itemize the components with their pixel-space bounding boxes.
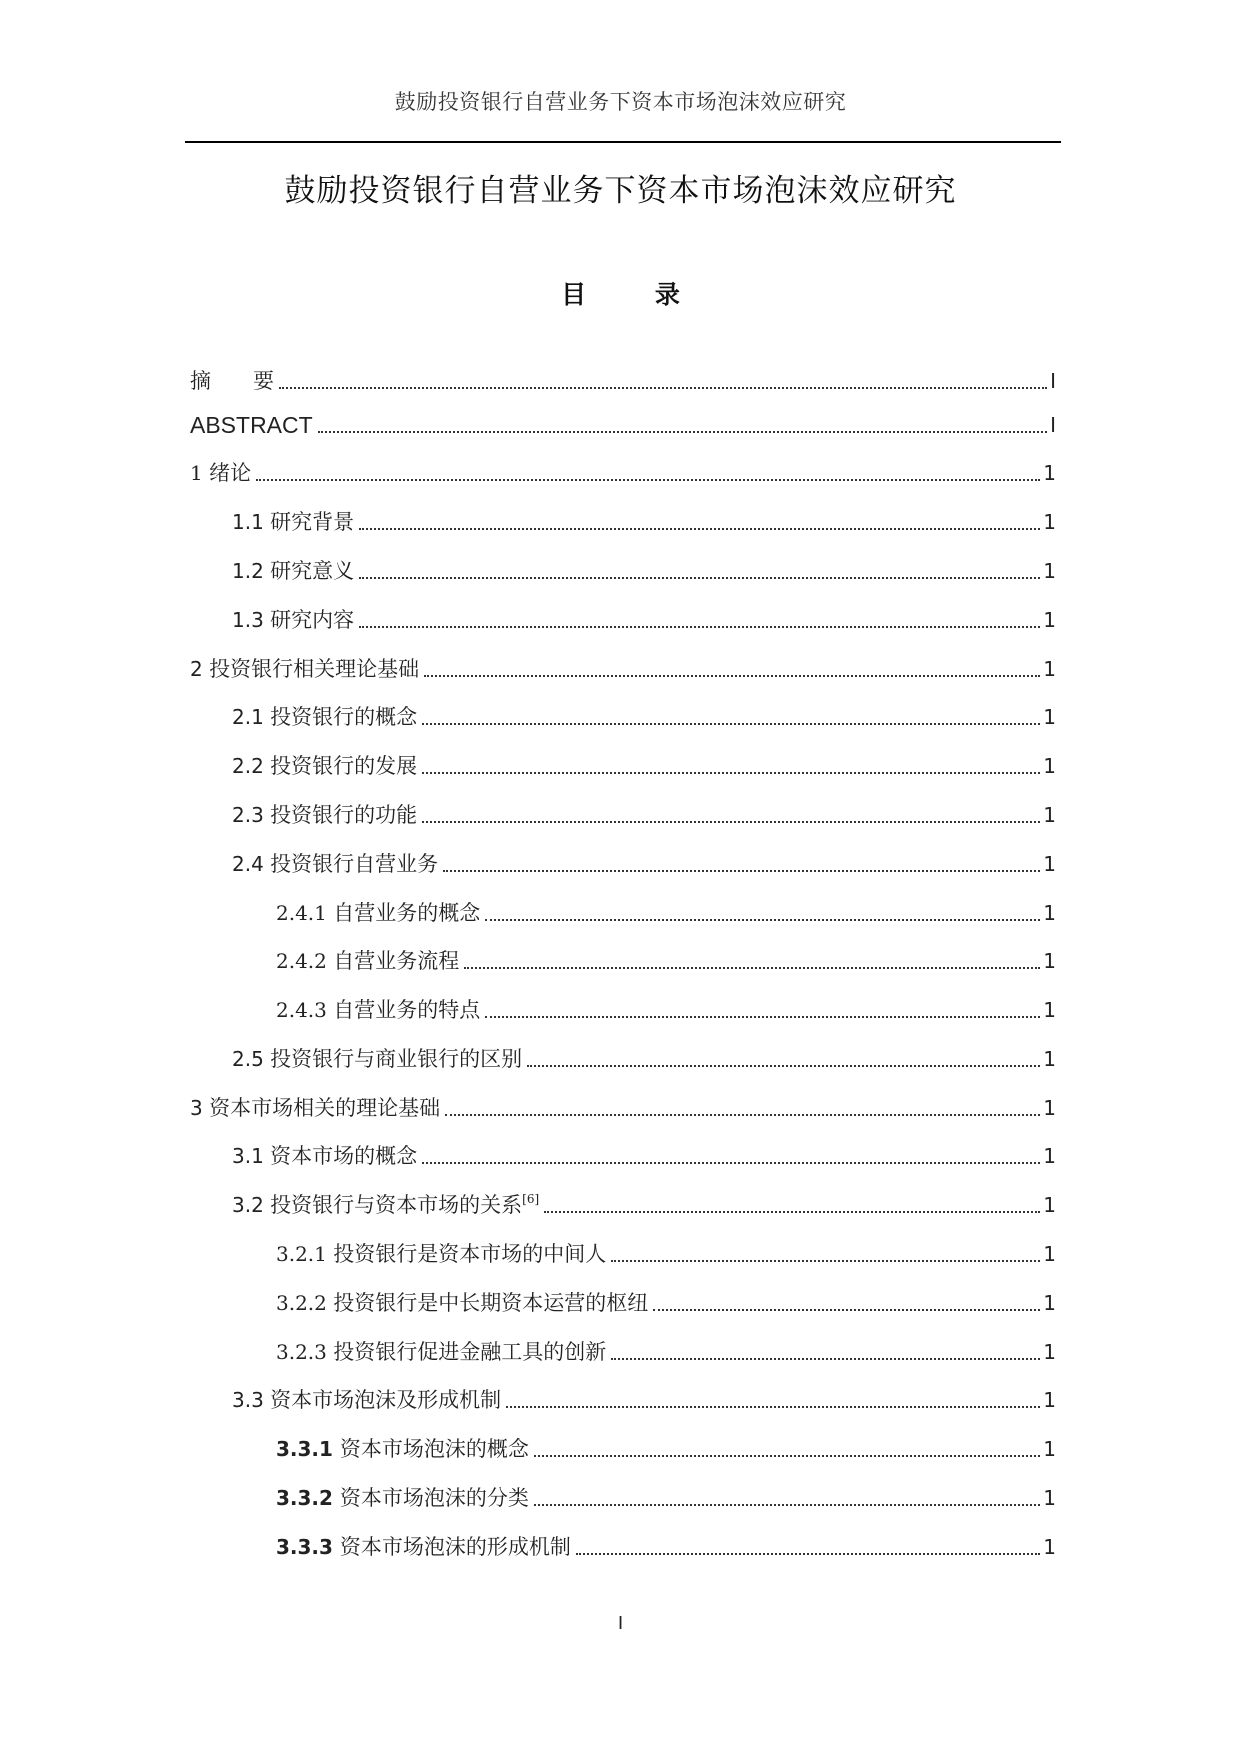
toc-entry-text: 自营业务流程 [333, 949, 460, 973]
toc-entry-title [232, 751, 419, 781]
toc-entry-2-4[interactable] [232, 849, 1056, 879]
toc-dot-leader [443, 870, 1040, 872]
toc-entry-number: 2.5 [232, 1047, 271, 1071]
toc-dot-leader [318, 431, 1047, 433]
toc-entry-text: 投资银行相关理论基础 [209, 657, 420, 681]
toc-entry-text: 摘 要 [190, 369, 274, 393]
toc-entry-3-3[interactable] [232, 1385, 1056, 1415]
toc-entry-text: 研究内容 [270, 608, 355, 632]
toc-entry-text: 资本市场泡沫的概念 [339, 1437, 529, 1461]
toc-entry-text: 投资银行的发展 [270, 754, 418, 778]
toc-heading: 目 录 [561, 280, 710, 309]
toc-page-number: 1 [1043, 1047, 1056, 1071]
toc-page-number: 1 [1043, 1486, 1056, 1510]
toc-page-number: 1 [1043, 1096, 1056, 1120]
toc-entry-number: 3.3.3 [276, 1535, 340, 1559]
toc-entry-text: 自营业务的特点 [333, 998, 481, 1022]
toc-dot-leader [422, 1162, 1040, 1164]
toc-entry-text: 投资银行是中长期资本运营的枢纽 [333, 1291, 649, 1315]
toc-entry-text: 投资银行是资本市场的中间人 [333, 1242, 607, 1266]
toc-entry-title [232, 849, 440, 879]
toc-entry-number: 1.3 [232, 608, 271, 632]
toc-entry-title [276, 995, 482, 1025]
toc-dot-leader [506, 1406, 1040, 1408]
toc-entry-2-5[interactable] [232, 1044, 1056, 1074]
toc-dot-leader [485, 1016, 1040, 1018]
toc-entry-2-4-2[interactable] [276, 946, 1056, 976]
toc-entry-number: 2.1 [232, 705, 271, 729]
toc-entry-text: 资本市场泡沫的分类 [339, 1486, 529, 1510]
toc-page-number: 1 [1043, 803, 1056, 827]
toc-entry-number: 3.1 [232, 1144, 271, 1168]
toc-entry-title [276, 1337, 608, 1367]
toc-dot-leader [359, 626, 1040, 628]
toc-entry-number: 3.2.3 [276, 1340, 334, 1364]
toc-entry-text: 投资银行的概念 [270, 705, 418, 729]
header-rule [185, 141, 1061, 143]
toc-dot-leader [359, 528, 1040, 530]
toc-dot-leader [544, 1211, 1040, 1213]
toc-entry-title [232, 1044, 524, 1074]
document-title: 鼓励投资银行自营业务下资本市场泡沫效应研究 [284, 173, 957, 209]
toc-dot-leader [534, 1504, 1040, 1506]
toc-entry-2-4-3[interactable] [276, 995, 1056, 1025]
toc-entry-abstract-en[interactable] [190, 410, 1056, 440]
toc-entry-1-2[interactable] [232, 556, 1056, 586]
toc-entry-title [190, 654, 421, 684]
toc-dot-leader [424, 675, 1040, 677]
toc-entry-3-2[interactable] [232, 1190, 1056, 1220]
toc-entry-text: 资本市场的概念 [270, 1144, 418, 1168]
toc-dot-leader [464, 967, 1040, 969]
toc-entry-title [232, 1385, 503, 1415]
toc-entry-2-4-1[interactable] [276, 898, 1056, 928]
toc-entry-number: 1 [190, 461, 210, 485]
toc-dot-leader [422, 723, 1040, 725]
toc-entry-title [276, 1239, 608, 1269]
toc-dot-leader [611, 1358, 1040, 1360]
toc-dot-leader [256, 479, 1040, 481]
toc-page-number: 1 [1043, 1340, 1056, 1364]
toc-page-number: I [1050, 413, 1056, 437]
toc-page-number: 1 [1043, 657, 1056, 681]
toc-entry-title [276, 898, 482, 928]
toc-entry-3-3-3[interactable] [276, 1532, 1056, 1562]
toc-entry-2-2[interactable] [232, 751, 1056, 781]
toc-page-number: 1 [1043, 705, 1056, 729]
toc-entry-title [232, 800, 419, 830]
toc-page-number: 1 [1043, 1242, 1056, 1266]
toc-entry-1-3[interactable] [232, 605, 1056, 635]
toc-page-number: 1 [1043, 461, 1056, 485]
running-header: 鼓励投资银行自营业务下资本市场泡沫效应研究 [394, 90, 847, 114]
toc-entry-text: 资本市场相关的理论基础 [209, 1096, 441, 1120]
toc-page-number: 1 [1043, 1291, 1056, 1315]
toc-entry-text: 绪论 [209, 461, 252, 485]
toc-entry-2-1[interactable] [232, 702, 1056, 732]
toc-entry-text: ABSTRACT [190, 412, 313, 438]
toc-entry-text: 研究背景 [270, 510, 355, 534]
toc-entry-text: 自营业务的概念 [333, 901, 481, 925]
toc-entry-number: 2.4.1 [276, 901, 334, 925]
toc-entry-3-2-1[interactable] [276, 1239, 1056, 1269]
toc-entry-number: 3.2.2 [276, 1291, 334, 1315]
toc-entry-text: 投资银行与资本市场的关系 [270, 1193, 523, 1217]
toc-entry-3-3-1[interactable] [276, 1434, 1056, 1464]
toc-entry-title [232, 507, 356, 537]
toc-page-number: 1 [1043, 949, 1056, 973]
toc-entry-number: 3.3 [232, 1388, 271, 1412]
toc-entry-number: 2.3 [232, 803, 271, 827]
toc-entry-number: 2.4.3 [276, 998, 334, 1022]
toc-dot-leader [422, 772, 1040, 774]
toc-page-number: 1 [1043, 1437, 1056, 1461]
toc-dot-leader [527, 1065, 1040, 1067]
toc-entry-title [276, 946, 461, 976]
toc-page-number: 1 [1043, 1535, 1056, 1559]
toc-entry-number: 1.2 [232, 559, 271, 583]
toc-entry-1[interactable] [190, 458, 1056, 488]
toc-page-number: 1 [1043, 510, 1056, 534]
toc-entry-number: 3.3.2 [276, 1486, 340, 1510]
toc-entry-number: 2.4 [232, 852, 271, 876]
toc-page-number: 1 [1043, 1144, 1056, 1168]
toc-entry-3-3-2[interactable] [276, 1483, 1056, 1513]
toc-entry-3-2-2[interactable] [276, 1288, 1056, 1318]
toc-page-number: 1 [1043, 852, 1056, 876]
toc-page-number: 1 [1043, 1193, 1056, 1217]
toc-dot-leader [445, 1114, 1040, 1116]
toc-entry-title [190, 366, 276, 396]
toc-page-number: 1 [1043, 754, 1056, 778]
toc-page-number: I [1050, 369, 1056, 393]
toc-entry-number: 1.1 [232, 510, 271, 534]
toc-dot-leader [653, 1309, 1040, 1311]
toc-entry-title [232, 605, 356, 635]
toc-page-number: 1 [1043, 559, 1056, 583]
toc-entry-2-3[interactable] [232, 800, 1056, 830]
toc-entry-3-2-3[interactable] [276, 1337, 1056, 1367]
toc-entry-1-1[interactable] [232, 507, 1056, 537]
toc-entry-title [276, 1434, 531, 1464]
toc-entry-text: 资本市场泡沫的形成机制 [339, 1535, 571, 1559]
toc-entry-title [190, 1093, 442, 1123]
toc-entry-number: 3 [190, 1096, 210, 1120]
toc-entry-title [276, 1483, 531, 1513]
toc-entry-title [276, 1288, 650, 1318]
toc-entry-title [232, 1190, 541, 1220]
toc-entry-title [276, 1532, 573, 1562]
toc-entry-title [232, 1141, 419, 1171]
toc-entry-text: 投资银行促进金融工具的创新 [333, 1340, 607, 1364]
toc-entry-number: 3.2.1 [276, 1242, 334, 1266]
toc-entry-title [232, 702, 419, 732]
toc-entry-3[interactable] [190, 1093, 1056, 1123]
toc-entry-2[interactable] [190, 654, 1056, 684]
toc-dot-leader [576, 1553, 1040, 1555]
toc-dot-leader [611, 1260, 1040, 1262]
toc-dot-leader [422, 821, 1040, 823]
toc-dot-leader [485, 919, 1040, 921]
toc-entry-3-1[interactable] [232, 1141, 1056, 1171]
toc-entry-number: 2 [190, 657, 210, 681]
toc-entry-text: 研究意义 [270, 559, 355, 583]
toc-entry-text: 资本市场泡沫及形成机制 [270, 1388, 502, 1412]
toc-entry-title [190, 410, 315, 440]
toc-page-number: 1 [1043, 998, 1056, 1022]
citation-marker[interactable]: [6] [522, 1192, 540, 1206]
toc-dot-leader [534, 1455, 1040, 1457]
toc-entry-title [190, 458, 253, 488]
toc-entry-number: 2.2 [232, 754, 271, 778]
toc-entry-text: 投资银行的功能 [270, 803, 418, 827]
toc-page-number: 1 [1043, 608, 1056, 632]
toc-entry-title [232, 556, 356, 586]
toc-dot-leader [279, 387, 1047, 389]
toc-page-number: 1 [1043, 901, 1056, 925]
toc-entry-number: 3.2 [232, 1193, 271, 1217]
toc-entry-abstract-cn[interactable] [190, 366, 1056, 396]
toc-entry-number: 2.4.2 [276, 949, 334, 973]
page-footer-number: I [617, 1613, 624, 1634]
toc-entry-text: 投资银行自营业务 [270, 852, 439, 876]
toc-entry-number: 3.3.1 [276, 1437, 340, 1461]
toc-dot-leader [359, 577, 1040, 579]
toc-page-number: 1 [1043, 1388, 1056, 1412]
toc-entry-text: 投资银行与商业银行的区别 [270, 1047, 523, 1071]
